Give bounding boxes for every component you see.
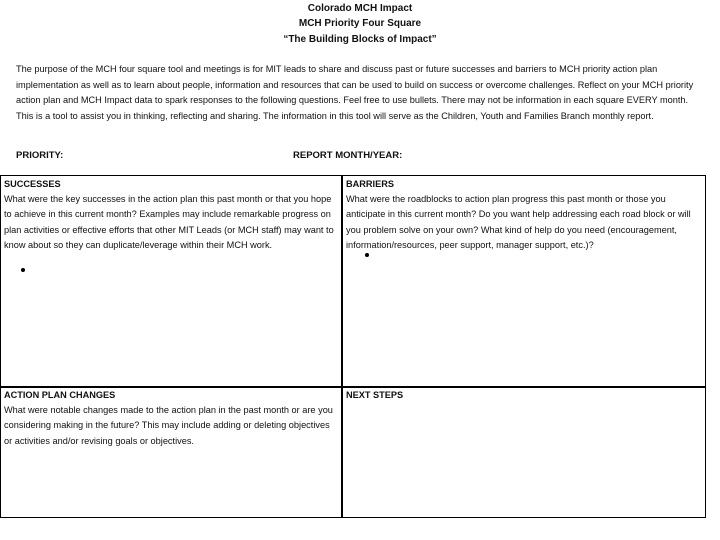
action-plan-changes-heading: ACTION PLAN CHANGES [4, 390, 116, 400]
barriers-prompt: What were the roadblocks to action plan progress this past month or those you anticipate in this current month? Do you want help addressing each road block or will you problem solve on your own? What kind of help do you need (encouragement, information/resources, peer support, manager support, etc.)? [346, 194, 691, 250]
intro-paragraph: The purpose of the MCH four square tool and meetings is for MIT leads to share and discuss past or future successes and barriers to MCH priority action plan implementation as well as to learn about people, information and resources that can be used to build on success or overcome challenges. Reflect on your MCH priority action plan and MCH Impact data to spark responses to the following questions. Feel free to use bullets. There may not be information in each square EVERY month. This is a tool to assist you in thinking, reflecting and sharing. The information in this tool will serve as the Children, Youth and Families Branch monthly report. [16, 64, 694, 121]
grid-vertical-divider [341, 176, 343, 517]
document-tagline: “The Building Blocks of Impact” [283, 34, 437, 45]
barriers-bullet-icon [365, 253, 369, 257]
report-month-label: REPORT MONTH/YEAR: [293, 150, 403, 161]
document-title: Colorado MCH Impact [307, 3, 413, 14]
priority-label: PRIORITY: [16, 150, 64, 161]
successes-prompt: What were the key successes in the action plan this past month or that you hope to achieve in this current month? Examples may include remarkable progress on plan activities or effective efforts that other MIT Leads (or MCH staff) may want to know about so they can duplicate/leverage within their MCH work. [4, 194, 334, 250]
four-square-grid [0, 175, 706, 518]
next-steps-heading: NEXT STEPS [346, 390, 404, 400]
action-plan-changes-prompt: What were notable changes made to the action plan in the past month or are you considering making in the future? This may include adding or deleting objectives or activities and/or revising goals or objectives. [4, 405, 333, 446]
barriers-heading: BARRIERS [346, 179, 394, 189]
action-plan-changes-square[interactable] [4, 388, 334, 449]
next-steps-square[interactable] [346, 388, 696, 403]
successes-heading: SUCCESSES [4, 179, 61, 189]
document-subtitle: MCH Priority Four Square [298, 18, 422, 29]
successes-bullet-icon [21, 268, 25, 272]
barriers-square[interactable] [346, 177, 696, 253]
successes-square[interactable] [4, 177, 334, 253]
